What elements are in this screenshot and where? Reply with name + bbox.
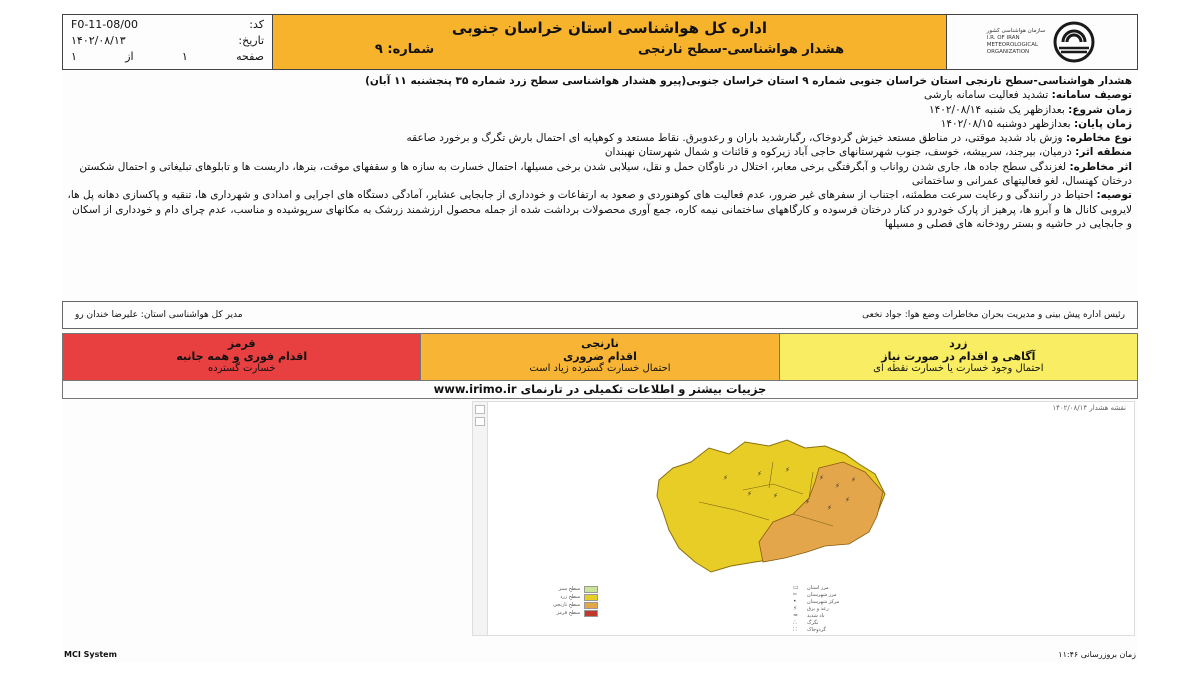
svg-text:⚡: ⚡ (805, 498, 810, 506)
warning-headline: هشدار هواشناسی-سطح نارنجی استان خراسان جنوبی شماره ۹ استان خراسان جنوبی(پیرو هشدار هواشناسی سطح زرد شماره ۳۵ پنجشنبه ۱۱ آبان) (365, 75, 1132, 87)
recommendations: توصیه: احتیاط در رانندگی و رعایت سرعت مطمئنه، اجتناب از سفرهای غیر ضرور، عدم فعالیت های کوهنوردی و صعود به ارتفاعات و خودداری از جابجایی عشایر، آمادگی دستگاه های اجرایی و امدادی و شهرداری ها، تنقیه و پاکسازی دهانه پل ها، لایروبی کانال ها و آبرو ها، پرهیز از پارک خودرو در کنار درختان فرسوده و کارگاههای ساختمانی نیمه کاره، جمع آوری محصولات برداشت شده از جمله محصول ارزشمند زرشک به مکانهای سرپوشیده و مناسب، عدم چرای دام و خودداری از اسکان و جابجایی در حاشیه و بستر رودخانه های فصلی و مسیلها (67, 189, 1132, 230)
level-red: قرمز اقدام فوری و همه جانبه خسارت گسترده (63, 334, 420, 380)
county-border-icon: ┅ (793, 591, 797, 598)
page-label: صفحه (236, 50, 264, 63)
hazard-effects: اثر مخاطره: لغزندگی سطح جاده ها، جاری شدن رواناب و آبگرفتگی برخی معابر، اختلال در ناوگان حمل و نقل، سیلابی شدن برخی مسیلها، احتمال خسارت به سازه ها و سقفهای موقت، بنرها، داربست ها و تابلوهای تبلیغاتی و احتمال شکستن درختان کهنسال، لغو فعالیتهای عمرانی و ساختمانی (79, 160, 1132, 188)
warning-map (472, 401, 1135, 636)
svg-text:⚡: ⚡ (819, 474, 824, 482)
map-legend-symbols: ▭ مرز استان ┅ مرز شهرستان • مرکز شهرستان ⚡ رعد و برق ≈ باد شدید ∴ تگرگ ∷ گردوخاک (793, 584, 840, 633)
logo-text: سازمان هواشناسی کشور I.R. OF IRAN METEOROLOGICAL ORGANIZATION (986, 28, 1046, 55)
warning-body (66, 74, 1132, 231)
svg-text:⚡: ⚡ (773, 492, 778, 500)
svg-text:⚡: ⚡ (785, 466, 790, 474)
map-legend-levels: سطح سبز سطح زرد سطح نارنجی سطح قرمز (553, 585, 598, 617)
dust-icon: ∷ (793, 626, 797, 633)
page-of: از (125, 50, 134, 63)
lightning-icon: ⚡ (793, 605, 798, 612)
svg-text:⚡: ⚡ (827, 504, 832, 512)
hail-icon: ∴ (793, 619, 797, 626)
center-icon: • (793, 598, 797, 605)
svg-text:⚡: ⚡ (851, 476, 856, 484)
start-time: زمان شروع: بعدازظهر یک شنبه ۱۴۰۲/۰۸/۱۴ (929, 103, 1132, 116)
date-value: ۱۴۰۲/۰۸/۱۳ (71, 34, 126, 47)
svg-text:⚡: ⚡ (835, 482, 840, 490)
page-total: ۱ (71, 50, 77, 63)
signatures-row (62, 301, 1138, 329)
code-value: F0-11-08/00 (71, 18, 138, 31)
hazard-type: نوع مخاطره: وزش باد شدید موقتی، در مناطق مستعد خیزش گردوخاک، رگبارشدید باران و رعدوبرق. نقاط مستعد و کوهپایه ای احتمال بارش تگرگ و برخورد صاعقه (406, 132, 1132, 145)
page-num: ۱ (181, 50, 188, 63)
meta-block (63, 15, 273, 69)
forecast-head-signature: رئیس اداره پیش بینی و مدیریت بحران مخاطرات وضع هوا: جواد نخعی (862, 310, 1125, 320)
system-name: MCI System (64, 650, 117, 659)
update-time: زمان بروزرسانی ۱۱:۴۶ (1058, 650, 1136, 659)
svg-text:⚡: ⚡ (757, 470, 762, 478)
meteorology-logo-icon (1051, 21, 1097, 63)
date-label: تاریخ: (238, 34, 264, 47)
level-orange: نارنجی اقدام ضروری احتمال خسارت گسترده زیاد است (420, 334, 778, 380)
title-block (273, 15, 947, 69)
document-title: اداره کل هواشناسی استان خراسان جنوبی (451, 19, 768, 37)
svg-text:⚡: ⚡ (747, 490, 752, 498)
code-label: کد: (249, 18, 264, 31)
director-signature: مدیر کل هواشناسی استان: علیرضا خندان رو (75, 310, 243, 320)
level-yellow: زرد آگاهی و اقدام در صورت نیاز احتمال وجود خسارت یا خسارت نقطه ای (779, 334, 1137, 380)
border-icon: ▭ (793, 584, 799, 591)
warning-levels (62, 333, 1138, 381)
affected-region: منطقه اثر: درمیان، بیرجند، سربیشه، خوسف، جنوب شهرستانهای حاجی آباد زیرکوه و قائنات و شمال شهرستان نهبندان (604, 146, 1132, 159)
document-subtitle: هشدار هواشناسی-سطح نارنجی (637, 42, 845, 57)
document-header (62, 14, 1138, 70)
map-caption: نقشه هشدار ۱۴۰۲/۰۸/۱۴ (1052, 404, 1126, 412)
svg-text:⚡: ⚡ (845, 496, 850, 504)
svg-text:⚡: ⚡ (723, 474, 728, 482)
organization-logo (947, 15, 1137, 69)
system-description: توصیف سامانه: تشدید فعالیت سامانه بارشی (923, 89, 1132, 102)
wind-icon: ≈ (793, 612, 799, 619)
warning-number: شماره: ۹ (374, 42, 435, 57)
end-time: زمان پایان: بعدازظهر دوشنبه ۱۴۰۲/۰۸/۱۵ (940, 117, 1132, 130)
document-footer (62, 650, 1138, 662)
website-info: جزییات بیشتر و اطلاعات تکمیلی در تارنمای www.irimo.ir (62, 381, 1138, 399)
warning-document (62, 14, 1138, 662)
